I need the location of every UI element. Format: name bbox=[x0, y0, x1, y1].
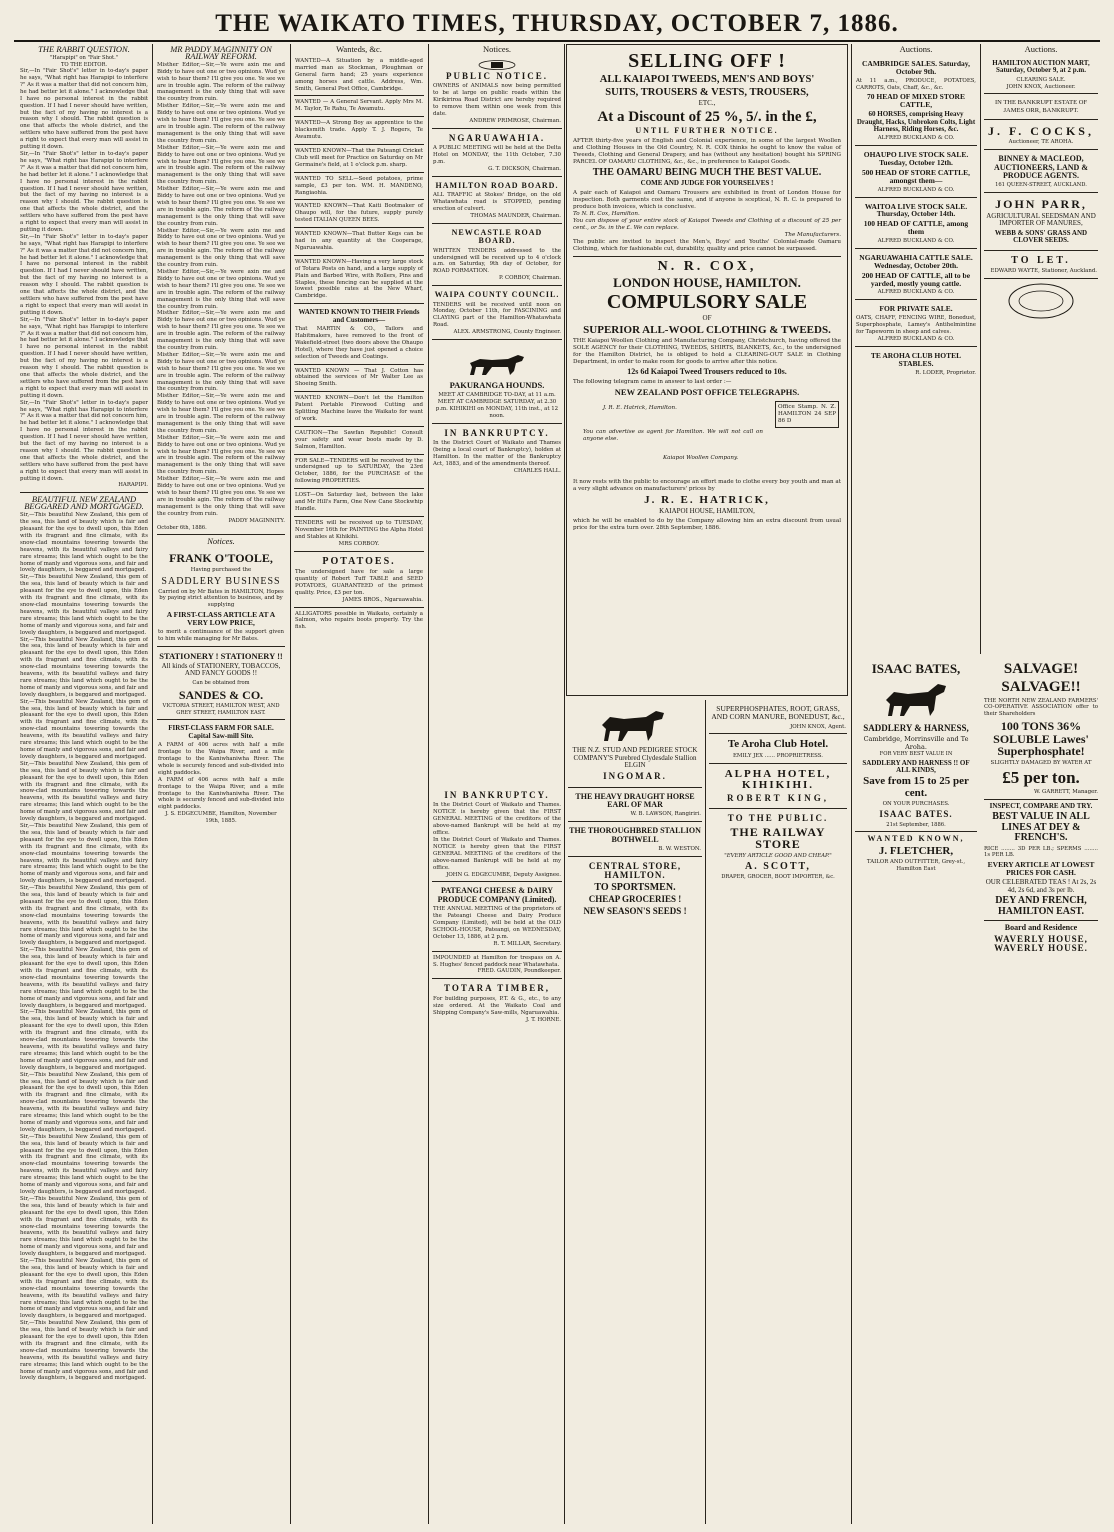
ad-heading: WAITOA LIVE STOCK SALE. Thursday, October 14th. bbox=[864, 201, 968, 219]
ad-heading: IN THE BANKRUPT ESTATE OF JAMES ORR, BANKRUPT. bbox=[994, 99, 1088, 114]
ad-firm: J. R. E. HATRICK, bbox=[644, 493, 770, 506]
ad-body: to merit a continuance of the support given to him while managing for Mr Bates. bbox=[158, 629, 284, 642]
section-heading-auctions: Auctions. bbox=[1024, 44, 1058, 54]
ad-heading: FOR PRIVATE SALE. bbox=[879, 304, 953, 314]
section-heading-auctions: Auctions. bbox=[899, 44, 933, 54]
ad-heading: SUPERPHOSPHATES, ROOT, GRASS, AND CORN MANURE, BONEDUST, &c., bbox=[711, 704, 845, 722]
article-subtitle: "Harapipi" on "Fair Shot." bbox=[49, 54, 119, 61]
ad-save: Save from 15 to 25 per cent. bbox=[863, 775, 969, 799]
ad-waitoa-sale bbox=[855, 198, 977, 249]
ad-body: THE NORTH NEW ZEALAND FARMERS' CO-OPERATIVE ASSOCIATION offer to their Shareholders bbox=[984, 697, 1098, 718]
telegram-from: Kaiapoi Woollen Company. bbox=[663, 454, 739, 461]
ad-body: A FARM of 406 acres with half a mile frontage to the Waipa River, and a mile frontage to the Kaniwhaniwha River. The whole is securely fenced and sub-divided into eight paddocks. bbox=[158, 742, 284, 776]
column-rule bbox=[564, 44, 565, 1524]
article-body-beautiful-3: Sir,—This beautiful New Zealand, this gem of the sea, this land of beauty which is fair and pleasant for the eye to dwell upon, this Eden with its fragrant and fine climate, with its snow-clad mountains towering towards the heavens, with its beautiful valleys and fairy rare streams; this land which ought to be the home of manly and vigorous sons, and fair and lovely daughters, is beggared and mortgaged. bbox=[20, 636, 148, 698]
ad-lot: 100 HEAD OF CATTLE, among them bbox=[863, 219, 969, 237]
ad-heading: IN BANKRUPTCY. bbox=[444, 427, 550, 438]
ad-signature: JOHN KNOX, Auctioneer. bbox=[1006, 83, 1076, 90]
column-1 bbox=[20, 44, 148, 1524]
article-body-beautiful-6: Sir,—This beautiful New Zealand, this gem of the sea, this land of beauty which is fair and pleasant for the eye to dwell upon, this Eden with its fragrant and fine climate, with its snow-clad mountains towering towards the heavens, with its beautiful valleys and fairy rare streams; this land which ought to be the home of manly and vigorous sons, and fair and lovely daughters, is beggared and mortgaged. bbox=[20, 822, 148, 885]
ad-selling-off bbox=[566, 44, 848, 696]
ad-hounds bbox=[432, 340, 562, 424]
ad-heading: WAIPA COUNTY COUNCIL. bbox=[434, 290, 560, 300]
ad-sportsmen: TO SPORTSMEN. bbox=[594, 881, 676, 893]
horse-icon bbox=[876, 678, 956, 722]
ad-business: SADDLERY BUSINESS bbox=[161, 575, 281, 587]
ad-signature: ALFRED BUCKLAND & CO. bbox=[877, 238, 955, 245]
ad-ngaruawahia-sale bbox=[855, 249, 977, 300]
ad-superior: SUPERIOR ALL-WOOL CLOTHING & TWEEDS. bbox=[583, 323, 831, 336]
ad-wanted: WANTED KNOWN—That the Pateangi Cricket Club will meet for Practice on Saturday on Mr Germaine's field, at 1 o'clock p.m. sharp. bbox=[294, 145, 424, 173]
ad-proprietor: ROBERT KING, bbox=[726, 792, 830, 803]
divider bbox=[20, 492, 148, 493]
article-date: October 6th, 1886. bbox=[157, 524, 207, 531]
ad-waverly: WAVERLY HOUSE, WAVERLY HOUSE. bbox=[994, 933, 1088, 954]
divider bbox=[984, 799, 1098, 800]
article-body-maginnity-7: Misther Editor,—Sir,—Ye were axin me and Biddy to have out one or two opinions. Wud ye wish to hear them? I'll give you one. Ye see we are in trouble agin. The reform of the railway management is the only thing that will save the country from ruin. bbox=[157, 310, 285, 351]
ad-body: A pair each of Kaiapoi and Oamaru Trousers are exhibited in front of London House for inspection. Both garments cost the same, and if anyone is sceptical, N. R. C. is prepared to produce both invoices, which is conclusive. bbox=[573, 189, 841, 210]
ad-firm: N. R. COX, bbox=[657, 258, 757, 274]
ad-ohaupo-sale bbox=[855, 146, 977, 197]
ad-bankruptcy bbox=[432, 424, 562, 478]
ad-parr bbox=[984, 193, 1098, 251]
ad-body: OWNERS of ANIMALS now being permitted to be at large on public roads within the Kirikiriroa Road District are hereby required to remove them within one week from this date. bbox=[433, 83, 561, 117]
ad-signature: P. CORBOY, Chairman. bbox=[499, 275, 561, 282]
ad-signature: J. T. HORNE. bbox=[526, 1016, 561, 1023]
ad-body: TENDERS will be received up to TUESDAY, November 16th for PAINTING the Alpha Hotel and Stables at Kihikihi. bbox=[295, 519, 423, 540]
article-body-beautiful-14: Sir,—This beautiful New Zealand, this gem of the sea, this land of beauty which is fair and pleasant for the eye to dwell upon, this Eden with its fragrant and fine climate, with its snow-clad mountains towering towards the heavens, with its beautiful valleys and fairy rare streams; this land which ought to be the home of manly and vigorous sons, and fair and lovely daughters, is beggared and mortgaged. bbox=[20, 1320, 148, 1382]
ad-potatoes bbox=[294, 552, 424, 608]
ad-strapline: A FIRST-CLASS ARTICLE AT A VERY LOW PRICE, bbox=[166, 610, 276, 628]
ad-price: £5 per ton. bbox=[1002, 767, 1080, 787]
ad-discount: At a Discount of 25 %, 5/. in the £, bbox=[597, 108, 817, 125]
ad-wanted-known bbox=[294, 304, 424, 364]
ad-to-let bbox=[984, 251, 1098, 279]
ad-firm: JOHN PARR, bbox=[995, 196, 1087, 211]
ad-auction-mart bbox=[984, 55, 1098, 95]
section-heading-notices: Notices. bbox=[482, 44, 512, 54]
ad-motto: "EVERY ARTICLE GOOD AND CHEAP." bbox=[724, 853, 832, 860]
ad-signature: W. GARRETT, Manager. bbox=[1034, 788, 1098, 795]
ad-heading: THE N.Z. STUD AND PEDIGREE STOCK COMPANY'S Purebred Clydesdale Stallion ELGIN bbox=[572, 746, 698, 770]
ad-body: Can be obtained from bbox=[192, 680, 250, 687]
divider bbox=[855, 831, 977, 832]
ad-heading: POTATOES. bbox=[322, 555, 396, 567]
ad-line: ALL KAIAPOI TWEEDS, MEN'S AND BOYS' bbox=[599, 74, 815, 85]
ad-binney bbox=[984, 150, 1098, 193]
seal-icon bbox=[1006, 281, 1076, 321]
article-body-beautiful-11: Sir,—This beautiful New Zealand, this gem of the sea, this land of beauty which is fair and pleasant for the eye to dwell upon, this Eden with its fragrant and fine climate, with its snow-clad mountains towering towards the heavens, with its beautiful valleys and fairy rare streams; this land which ought to be the home of manly and vigorous sons, and fair and lovely daughters, is beggared and mortgaged. bbox=[20, 1133, 148, 1195]
ad-wanted: WANTED KNOWN—That Butter Kegs can be had in any quantity at the Cooperage, Ngaruawahia. bbox=[294, 228, 424, 256]
newspaper-title: THE WAIKATO TIMES, THURSDAY, OCTOBER 7, 1886. bbox=[215, 10, 899, 37]
ad-heading: FIRST-CLASS FARM FOR SALE. Capital Saw-mill Site. bbox=[168, 724, 274, 740]
article-body-rabbit-3: Sir,—In "Fair Shot's" letter in to-day's paper he says, "What right has Harapipi to interfere ?" As it was a matter that did not concern him, he had better let it alone." I acknowledge that I have no personal interest in the rabbit question. If I had I never should have written, but the fact of my having no interest is a reason why I should. The rabbit question is one that affects the whole district, and the settlers who have suffered from the pest have a right to expect that every man will assist in putting it down. bbox=[20, 233, 148, 316]
ad-quote: You can dispose of your entire stock of Kaiapoi Tweeds and Clothing at a discount of 25 per cent., or 5s. in the £. We can replace. bbox=[573, 217, 841, 231]
article-body-maginnity: Misther Editor,—Sir,—Ye were axin me and Biddy to have out one or two opinions. Wud ye wish to hear them? I'll give you one. Ye see we are in trouble agin. The reform of the railway management is the only thing that will save the country from ruin. bbox=[157, 61, 285, 103]
ad-best: FOR VERY BEST VALUE IN bbox=[879, 751, 953, 758]
article-body-maginnity-10: Misther Editor,—Sir,—Ye were axin me and Biddy to have out one or two opinions. Wud ye wish to hear them? I'll give you one. Ye see we are in trouble agin. The reform of the railway management is the only thing that will save the country from ruin. bbox=[157, 434, 285, 476]
column-4-lower bbox=[432, 786, 562, 1524]
column-2 bbox=[157, 44, 285, 1524]
ad-body: OATS, CHAFF, FENCING WIRE, Bonedust, Superphosphate, Lamey's Antihelmintine for Tapeworm in sheep and calves. bbox=[856, 315, 976, 336]
ad-firm: BINNEY & MACLEOD, AUCTIONEERS, LAND & PRODUCE AGENTS. bbox=[993, 154, 1088, 180]
ad-body: WRITTEN TENDERS addressed to the undersigned will be received up to 4 o'clock a.m. on Saturday, 9th day of October, for ROAD FORMATION. bbox=[433, 247, 561, 275]
ad-heading: NGARUAWAHIA. bbox=[448, 132, 546, 143]
ad-signature: MRS CORBOY. bbox=[338, 540, 380, 547]
ad-heading: NEWCASTLE ROAD BOARD. bbox=[451, 227, 543, 246]
article-title-maginnity: MR PADDY MAGINNITY ON RAILWAY REFORM. bbox=[170, 44, 272, 61]
ad-heading: HAMILTON ROAD BOARD. bbox=[435, 180, 559, 190]
ad-heading: Board and Residence bbox=[1004, 923, 1078, 933]
ad-signature: JOHN KNOX, Agent. bbox=[790, 723, 846, 730]
ad-sandes bbox=[157, 647, 285, 721]
ad-ngaruawahia bbox=[432, 129, 562, 177]
ad-signature: R. T. MILLAR, Secretary. bbox=[493, 940, 561, 947]
ad-firm: A. SCOTT, bbox=[745, 860, 811, 872]
ad-cocks bbox=[984, 120, 1098, 151]
ad-wanted: WANTED KNOWN — That J. Cotton has obtained the services of Mr Walter Lee as Shoeing Smith. bbox=[294, 365, 424, 393]
ad-public-notice bbox=[432, 55, 562, 129]
ad-aroha-stables bbox=[855, 347, 977, 380]
ad-oamaru: THE OAMARU BEING MUCH THE BEST VALUE. bbox=[592, 166, 822, 178]
column-4 bbox=[432, 44, 562, 784]
ad-sub: DRAPER, GROCER, BOOT IMPORTER, &c. bbox=[721, 874, 835, 881]
ad-firm: ISAAC BATES, bbox=[871, 661, 961, 676]
ad-bothwell bbox=[568, 822, 702, 857]
article-body-maginnity-11: Misther Editor,—Sir,—Ye were axin me and Biddy to have out one or two opinions. Wud ye wish to hear them? I'll give you one. Ye see we are in trouble agin. The reform of the railway management is the only thing that will save the country from ruin. bbox=[157, 476, 285, 517]
ad-body: ALL TRAFFIC at Stokes' Bridge, on the old Whatawhata road is STOPPED, pending erection of culvert. bbox=[433, 192, 561, 213]
ad-signature: EDWARD WAYTE, Stationer, Auckland. bbox=[990, 268, 1097, 275]
section-heading-notices: Notices. bbox=[207, 536, 235, 547]
ad-signature: G. T. DICKSON, Chairman. bbox=[488, 165, 561, 172]
ad-caution: CAUTION—The Sawfan Republic! Consult your safety and wear boots made by D. Salmon, Hamilton. bbox=[294, 427, 424, 455]
ad-until: UNTIL FURTHER NOTICE. bbox=[635, 126, 779, 136]
article-body-maginnity-8: Misther Editor,—Sir,—Ye were axin me and Biddy to have out one or two opinions. Wud ye wish to hear them? I'll give you one. Ye see we are in trouble agin. The reform of the railway management is the only thing that will save the country from ruin. bbox=[157, 351, 285, 393]
horse-icon bbox=[590, 705, 680, 745]
ad-body: For building purposes, P.T. & G., etc., to any size ordered. At the Waikato Coal and Shipping Company's Saw-mills, Ngaruawahia. bbox=[433, 995, 561, 1016]
ad-heading: TOTARA TIMBER, bbox=[443, 983, 551, 994]
ad-totara bbox=[432, 979, 562, 1026]
ad-lost: LOST—On Saturday last, between the lake and Mr Hill's Farm, One New Cane Stockwhip Handle. bbox=[294, 489, 424, 517]
ad-signature: CHARLES HALL. bbox=[513, 467, 561, 474]
article-title-rabbit: THE RABBIT QUESTION. bbox=[38, 44, 130, 54]
ad-heading: TO LET. bbox=[1011, 254, 1071, 266]
ad-wanted: WANTED KNOWN—Don't let the Hamilton Patent Portable Firewood Cutting and Splitting Machine leave the Waikato for want of work. bbox=[294, 392, 424, 427]
article-body-rabbit-4: Sir,—In "Fair Shot's" letter in to-day's paper he says, "What right has Harapipi to interfere ?" As it was a matter that did not concern him, he had better let it alone." I acknowledge that I have no personal interest in the rabbit question. If I had I never should have written, but the fact of my having no interest is a reason why I should. The rabbit question is one that affects the whole district, and the settlers who have suffered from the pest have a right to expect that every man will assist in putting it down. bbox=[20, 316, 148, 399]
ad-groceries: CHEAP GROCERIES ! bbox=[588, 894, 682, 905]
ad-firm: J. F. COCKS, bbox=[988, 123, 1094, 138]
column-3 bbox=[294, 44, 424, 1524]
ad-impounded bbox=[432, 952, 562, 980]
ad-body: In the District Court of Waikato and Thames. NOTICE is hereby given that the FIRST GENERAL MEETING of the creditors of the above-named Bankrupt will be held at my office. bbox=[433, 836, 561, 871]
ad-body: which he will be enabled to do by the Company allowing him an extra discount from usual price for the extra turn over. 28th September, 1886. bbox=[573, 517, 841, 531]
ad-signature: B. W. WESTON. bbox=[658, 845, 701, 852]
ad-salvage bbox=[984, 660, 1098, 1524]
ad-wanted: WANTED — A General Servant. Apply Mrs M. M. Taylor, Te Rahu, Te Awamutu. bbox=[294, 96, 424, 117]
ad-body: The following telegram came in answer to last order :— bbox=[573, 378, 732, 385]
ad-seeds: NEW SEASON'S SEEDS ! bbox=[583, 905, 687, 916]
ad-heading: THE THOROUGHBRED STALLION BOTHWELL bbox=[569, 826, 701, 844]
ad-proprietor: EMILY JEX ...... PROPRIETRESS. bbox=[733, 752, 823, 759]
ad-body: A FARM of 406 acres with half a mile frontage to the Waipa River, and a mile frontage to the Kaniwhaniwha River. The whole is securely fenced and sub-divided into eight paddocks. bbox=[158, 776, 284, 811]
ad-club-hotel bbox=[709, 734, 847, 763]
ad-body: That MARTIN & CO., Tailors and Habitmakers, have removed to the front of Wakefield-street (two doors above the Ohaupo Hotel), where they have just opened a choice selection of Tweeds and Coatings. bbox=[295, 325, 423, 360]
ad-to: To N. R. Cox, Hamilton. bbox=[573, 210, 640, 217]
ad-body: In the District Court of Waikato and Thames. NOTICE is hereby given that the FIRST GENERAL MEETING of the creditors of the above-named Bankrupt will be held at my office. bbox=[433, 802, 561, 837]
ad-wanted: WANTED KNOWN—That Kaiti Bootmaker of Ohaupo will, for the future, supply purely tested ITALIAN QUEEN BEES. bbox=[294, 200, 424, 228]
ad-heading: OHAUPO LIVE STOCK SALE. Tuesday, October 12th. bbox=[863, 150, 969, 168]
ad-signature: THOMAS MAUNDER, Chairman. bbox=[470, 212, 561, 219]
column-6-lower bbox=[709, 700, 847, 1524]
column-auctions-b bbox=[984, 44, 1098, 654]
telegram-body: You can advertise as agent for Hamilton. We will not call on anyone else. bbox=[583, 428, 763, 442]
article-body-maginnity-2: Misther Editor,—Sir,—Ye were axin me and Biddy to have out one or two opinions. Wud ye wish to hear them? I'll give you one. Ye see we are in trouble agin. The reform of the railway management is the only thing that will save the country from ruin. bbox=[157, 103, 285, 144]
to-editor: TO THE EDITOR. bbox=[60, 61, 108, 68]
ad-title: SELLING OFF ! bbox=[628, 50, 786, 72]
article-body-rabbit-5: Sir,—In "Fair Shot's" letter in to-day's paper he says, "What right has Harapipi to interfere ?" As it was a matter that did not concern him, he had better let it alone." I acknowledge that I have no personal interest in the rabbit question. If I had I never should have written, but the fact of my having no interest is a reason why I should. The rabbit question is one that affects the whole district, and the settlers who have suffered from the pest have a right to expect that every man will assist in putting it down. bbox=[20, 399, 148, 482]
ad-heading: SALVAGE! bbox=[1003, 661, 1079, 677]
ad-wanted: WANTED—A Strong Boy as apprentice to the blacksmith trade. Apply T. J. Rogers, Te Awamutu. bbox=[294, 117, 424, 145]
ad-heading: INSPECT, COMPARE AND TRY. bbox=[989, 801, 1093, 810]
article-body-beautiful: Sir,—This beautiful New Zealand, this gem of the sea, this land of beauty which is fair and pleasant for the eye to dwell upon, this Eden with its fragrant and fine climate, with its snow-clad mountains towering towards the heavens, with its beautiful valleys and fairy rare streams; this land which ought to be the home of manly and vigorous sons, and fair and lovely daughters, is beggared and mortgaged. bbox=[20, 512, 148, 574]
article-body-beautiful-9: Sir,—This beautiful New Zealand, this gem of the sea, this land of beauty which is fair and pleasant for the eye to dwell upon, this Eden with its fragrant and fine climate, with its snow-clad mountains towering towards the heavens, with its beautiful valleys and fairy rare streams; this land which ought to be the home of manly and vigorous sons, and fair and lovely daughters, is beggared and mortgaged. bbox=[20, 1009, 148, 1071]
column-rule bbox=[851, 44, 852, 1524]
ad-heading: HAMILTON AUCTION MART, Saturday, October 9, at 2 p.m. bbox=[992, 58, 1090, 75]
ad-address: 161 QUEEN-STREET, AUCKLAND. bbox=[995, 182, 1087, 189]
article-body-maginnity-3: Misther Editor,—Sir,—Ye were axin me and Biddy to have out one or two opinions. Wud ye wish to hear them? I'll give you one. Ye see we are in trouble agin. The reform of the railway management is the only thing that will save the country from ruin. bbox=[157, 144, 285, 186]
ad-tenders bbox=[294, 517, 424, 552]
ad-heading: IN BANKRUPTCY. bbox=[444, 790, 550, 800]
ad-signature: FRED. GAUDIN, Poundkeeper. bbox=[477, 968, 561, 975]
ad-signature: ANDREW PRIMROSE, Chairman. bbox=[469, 117, 561, 124]
ad-subheading: Having purchased the bbox=[190, 566, 252, 573]
column-auctions-a bbox=[855, 44, 977, 654]
ad-signature: ALFRED BUCKLAND & CO. bbox=[877, 289, 955, 296]
ad-body: A PUBLIC MEETING will be held at the Delta Hotel on MONDAY, the 11th October, 7.30 p.m. bbox=[433, 145, 561, 166]
ad-private-sale bbox=[855, 300, 977, 347]
ad-judge: COME AND JUDGE FOR YOURSELVES ! bbox=[640, 179, 774, 188]
ad-railway-store bbox=[709, 809, 847, 884]
ad-lot: 70 HEAD OF MIXED STORE CATTLE, bbox=[867, 92, 965, 110]
ad-body: In the District Court of Waikato and Thames (being a local court of Bankruptcy), holden at Hamilton. In the matter of the Bankruptcy Act, 1883, and of the amendments thereof. bbox=[433, 440, 561, 467]
article-body-beautiful-10: Sir,—This beautiful New Zealand, this gem of the sea, this land of beauty which is fair and pleasant for the eye to dwell upon, this Eden with its fragrant and fine climate, with its snow-clad mountains towering towards the heavens, with its beautiful valleys and fairy rare streams; this land which ought to be the home of manly and vigorous sons, and fair and lovely daughters, is beggared and mortgaged. bbox=[20, 1071, 148, 1133]
ad-body: AFTER thirty-five years of English and Colonial experience, in some of the largest Woollen and Clothing Houses in the Old Country, N. R. COX thinks he ought to know the value of Tweeds, Clothing and General Drapery, and has (without any hesitation) bought his SPRING PARCEL OF OAMARU CLOTHING, &c., &c., in preference to Kaiapoi Goods. bbox=[573, 137, 841, 165]
ad-body: The undersigned have for sale a large quantity of Robert Tuff TABLE and SEED POTATOES, GUARANTEED of the primest quality. Price, £3 per ton. bbox=[295, 569, 423, 596]
ad-wanted: WANTED TO SELL—Seed potatoes, prime sample, £3 per ton. WM. H. MANDENO, Rangiaohia. bbox=[294, 173, 424, 201]
ad-body: MEET AT CAMBRIDGE TO-DAY, at 11 a.m. MEET AT CAMBRIDGE SATURDAY, at 2.30 p.m. KIHIKIHI on MONDAY, 11th inst., at 12 noon. bbox=[435, 392, 559, 419]
ad-firm: SANDES & CO. bbox=[178, 687, 264, 702]
ad-sub: TAILOR AND OUTFITTER, Grey-st., Hamilton East bbox=[866, 859, 966, 873]
article-body-rabbit: Sir,—In "Fair Shot's" letter in to-day's paper he says, "What right has Harapipi to interfere ?" As it was a matter that did not concern him, he had better let it alone." I acknowledge that I have no personal interest in the rabbit question. If I had I never should have written, but the fact of my having no interest is a reason why I should. The rabbit question is one that affects the whole district, and the settlers who have suffered from the pest have a right to expect that every man will assist in putting it down. bbox=[20, 68, 148, 151]
ad-line: ETC., bbox=[698, 99, 716, 108]
column-rule bbox=[290, 44, 291, 1524]
divider bbox=[573, 256, 841, 257]
ad-central-store bbox=[568, 857, 702, 921]
article-body-beautiful-7: Sir,—This beautiful New Zealand, this gem of the sea, this land of beauty which is fair and pleasant for the eye to dwell upon, this Eden with its fragrant and fine climate, with its snow-clad mountains towering towards the heavens, with its beautiful valleys and fairy rare streams; this land which ought to be the home of manly and vigorous sons, and fair and lovely daughters, is beggared and mortgaged. bbox=[20, 885, 148, 947]
ad-prices: RICE ........ 3D PER LB.; SPERMS ........ 1s PER LB. bbox=[984, 845, 1098, 859]
office-stamp: Office Stamp. N. Z. HAMILTON 24 SEP 86 D bbox=[775, 401, 839, 428]
masthead-rule bbox=[14, 40, 1100, 42]
ad-location: KAIAPOI HOUSE, HAMILTON, bbox=[659, 507, 755, 516]
article-body-beautiful-4: Sir,—This beautiful New Zealand, this gem of the sea, this land of beauty which is fair and pleasant for the eye to dwell upon, this Eden with its fragrant and fine climate, with its snow-clad mountains towering towards the heavens, with its beautiful valleys and fairy rare streams; this land which ought to be the home of manly and vigorous sons, and fair and lovely daughters, is beggared and mortgaged. bbox=[20, 698, 148, 760]
article-body-beautiful-5: Sir,—This beautiful New Zealand, this gem of the sea, this land of beauty which is fair and pleasant for the eye to dwell upon, this Eden with its fragrant and fine climate, with its snow-clad mountains towering towards the heavens, with its beautiful valleys and fairy rare streams; this land which ought to be the home of manly and vigorous sons, and fair and lovely daughters, is beggared and mortgaged. bbox=[20, 760, 148, 823]
article-body-beautiful-12: Sir,—This beautiful New Zealand, this gem of the sea, this land of beauty which is fair and pleasant for the eye to dwell upon, this Eden with its fragrant and fine climate, with its snow-clad mountains towering towards the heavens, with its beautiful valleys and fairy rare streams; this land which ought to be the home of manly and vigorous sons, and fair and lovely daughters, is beggared and mortgaged. bbox=[20, 1195, 148, 1258]
ad-lot: 500 HEAD OF STORE CATTLE, amongst them— bbox=[861, 167, 970, 185]
ad-line: SUITS, TROUSERS & VESTS, TROUSERS, bbox=[605, 87, 809, 99]
masthead bbox=[0, 0, 1114, 42]
ad-body: The public are invited to inspect the Men's, Boys' and Youths' Colonial-made Oamaru Clothing, which for fashionable cut, durability, quality and price cannot be surpassed. bbox=[573, 238, 841, 252]
ad-heading: FRANK O'TOOLE, bbox=[169, 551, 273, 566]
ad-telegram-heading: NEW ZEALAND POST OFFICE TELEGRAPHS. bbox=[614, 386, 800, 397]
ad-farm bbox=[157, 720, 285, 828]
ad-signature: JOHN G. EDGECUMBE, Deputy Assignee. bbox=[446, 871, 561, 878]
telegram-to: J. R. E. Hatrick, Hamilton. bbox=[603, 404, 677, 411]
ad-signature: ALFRED BUCKLAND & CO. bbox=[877, 186, 955, 193]
ad-signature: R. LODER, Proprietor. bbox=[915, 369, 976, 376]
ad-sub: CLEARING SALE. bbox=[1016, 76, 1066, 83]
ad-signature: ALFRED BUCKLAND & CO. bbox=[877, 335, 955, 342]
ad-for-sale: FOR SALE—TENDERS will be received by the undersigned up to SATURDAY, the 23rd October, 1886, for the PURCHASE of the following PROPERTIES. bbox=[294, 455, 424, 490]
article-signature: HARAPIPI. bbox=[118, 482, 148, 489]
ad-heading: PAKURANGA HOUNDS. bbox=[449, 380, 545, 391]
hound-icon bbox=[462, 345, 532, 379]
article-title-beautiful: BEAUTIFUL NEW ZEALAND BEGGARED AND MORTGAGED. bbox=[24, 494, 144, 512]
ad-signature: JAMES BROS., Ngaruawahia. bbox=[342, 596, 423, 603]
ad-body: THE Kaiapoi Woollen Clothing and Manufacturing Company, Christchurch, having offered the SOLE AGENCY for their CLOTHING, TWEEDS, SHIRTS, BLANKETS, &c., to the undersigned for the Hamilton District, he is obliged to hold a CLEARING-OUT SALE in Clothing Department, in order to make room for goods to arrive after this notice. bbox=[573, 338, 841, 366]
article-body-maginnity-4: Misther Editor,—Sir,—Ye were axin me and Biddy to have out one or two opinions. Wud ye wish to hear them? I'll give you one. Ye see we are in trouble agin. The reform of the railway management is the only thing that will save the country from ruin. bbox=[157, 186, 285, 227]
ad-webb: WEBB & SONS' GRASS AND CLOVER SEEDS. bbox=[994, 228, 1088, 245]
telegram-form bbox=[573, 399, 841, 479]
ad-earl-of-mar bbox=[568, 788, 702, 823]
ad-pateangi bbox=[432, 882, 562, 951]
ad-signature: ALFRED BUCKLAND & CO. bbox=[877, 135, 955, 142]
ad-lot: 60 HORSES, comprising Heavy Draught, Hacks, Unbroken Colts, Light Harness, Riding Horses, &c. bbox=[856, 110, 976, 133]
column-rule bbox=[152, 44, 153, 1524]
ad-alligators: ALLIGATORS possible in Waikato, certainly a Salmon, who repairs boots properly. Try the fish. bbox=[295, 610, 423, 631]
ad-heading: WANTED KNOWN TO THEIR Friends and Customers— bbox=[298, 308, 420, 324]
column-rule bbox=[428, 44, 429, 1524]
ad-stallion bbox=[568, 700, 702, 788]
ad-heading: NGARUAWAHIA CATTLE SALE. Wednesday, October 20th. bbox=[859, 252, 973, 270]
divider bbox=[157, 534, 285, 535]
ad-heading: CENTRAL STORE, HAMILTON. bbox=[588, 860, 682, 881]
ad-compulsory: COMPULSORY SALE bbox=[606, 291, 808, 314]
ad-store-name: THE RAILWAY STORE bbox=[730, 824, 826, 852]
ad-newcastle-road-board bbox=[432, 224, 562, 286]
ad-subheading: All kinds of STATIONERY, TOBACCOS, AND FANCY GOODS !! bbox=[161, 661, 281, 678]
ad-hamilton-road-board bbox=[432, 177, 562, 224]
ad-sub: AGRICULTURAL SEEDSMAN AND IMPORTER OF MANURES, bbox=[986, 211, 1096, 228]
ad-firm: DEY AND FRENCH, HAMILTON EAST. bbox=[995, 895, 1087, 917]
ad-heading: PATEANGI CHEESE & DAIRY PRODUCE COMPANY (Limited). bbox=[437, 886, 557, 904]
ad-isaac-bates bbox=[855, 660, 977, 1060]
ad-otoole bbox=[157, 547, 285, 647]
ad-saddlery: SADDLERY & HARNESS, bbox=[863, 722, 969, 733]
ad-firm: J. FLETCHER, bbox=[878, 844, 954, 857]
ad-dey-french: BEST VALUE IN ALL LINES AT DEY & FRENCH'S. bbox=[992, 811, 1090, 843]
ad-alpha-hotel bbox=[709, 764, 847, 810]
column-5-lower bbox=[568, 700, 702, 1524]
ad-strapline: 12s 6d Kaiapoi Tweed Trousers reduced to 10s. bbox=[627, 367, 787, 377]
ad-heading: THE HEAVY DRAUGHT HORSE EARL OF MAR bbox=[575, 791, 695, 809]
ad-heading: CAMBRIDGE SALES. Saturday, October 9th. bbox=[862, 58, 970, 76]
ad-date: 21st September, 1886. bbox=[886, 821, 946, 828]
ad-superphosphates bbox=[709, 700, 847, 734]
ad-purchases: ON YOUR PURCHASES. bbox=[882, 801, 950, 808]
article-body-beautiful-2: Sir,—This beautiful New Zealand, this gem of the sea, this land of beauty which is fair and pleasant for the eye to dwell upon, this Eden with its fragrant and fine climate, with its snow-clad mountains towering towards the heavens, with its beautiful valleys and fairy rare streams; this land which ought to be the home of manly and vigorous sons, and fair and lovely daughters, is beggared and mortgaged. bbox=[20, 574, 148, 636]
crest-icon bbox=[477, 60, 517, 70]
ad-of: OF bbox=[702, 314, 712, 323]
ad-sub: Auctioneer, TE AROHA. bbox=[1008, 139, 1074, 146]
ad-heading: SALVAGE!! bbox=[1001, 678, 1081, 695]
ad-teas: OUR CELEBRATED TEAS ! At 2s, 2s 4d, 2s 6d, and 3s per lb. bbox=[985, 878, 1097, 894]
column-rule bbox=[705, 700, 706, 1524]
ad-places: Cambridge, Morrinsville and Te Aroha. bbox=[863, 735, 969, 752]
ad-heading: STATIONERY ! STATIONERY !! bbox=[159, 650, 283, 661]
ad-body: IMPOUNDED at Hamilton for trespass on A. S. Hughes' fenced paddock near Whatawhata. bbox=[433, 954, 561, 968]
ad-lot: 200 HEAD OF CATTLE, all to be yarded, mostly young cattle. bbox=[861, 270, 971, 288]
ad-body: THE ANNUAL MEETING of the proprietors of the Pateangi Cheese and Dairy Produce Company (Limited), will be held at the OLD SCHOOL-HOUSE, Pateangi, on WEDNESDAY, October 13, 1886, at 2 p.m. bbox=[433, 906, 561, 940]
ad-signature: The Manufacturers. bbox=[784, 231, 841, 238]
article-body-beautiful-8: Sir,—This beautiful New Zealand, this gem of the sea, this land of beauty which is fair and pleasant for the eye to dwell upon, this Eden with its fragrant and fine climate, with its snow-clad mountains towering towards the heavens, with its beautiful valleys and fairy rare streams; this land which ought to be the home of manly and vigorous sons, and fair and lovely daughters, is beggared and mortgaged. bbox=[20, 947, 148, 1009]
column-rule bbox=[980, 44, 981, 654]
article-body-maginnity-6: Misther Editor,—Sir,—Ye were axin me and Biddy to have out one or two opinions. Wud ye wish to hear them? I'll give you one. Ye see we are in trouble agin. The reform of the railway management is the only thing that will save the country from ruin. bbox=[157, 269, 285, 310]
ad-body: It now rests with the public to encourage an effort made to clothe every boy youth and man at a very slight advance on manufacturers' prices by bbox=[573, 478, 841, 492]
ad-body: At 11 a.m., PRODUCE, POTATOES, CARROTS, Oats, Chaff, &c., &c. bbox=[856, 77, 976, 91]
ad-heading: ALPHA HOTEL, KIHIKIHI. bbox=[724, 767, 832, 792]
article-body-rabbit-2: Sir,—In "Fair Shot's" letter in to-day's paper he says, "What right has Harapipi to interfere ?" As it was a matter that did not concern him, he had better let it alone." I acknowledge that I have no personal interest in the rabbit question. If I had I never should have written, but the fact of my having no interest is a reason why I should. The rabbit question is one that affects the whole district, and the settlers who have suffered from the pest have a right to expect that every man will assist in putting it down. bbox=[20, 150, 148, 233]
ad-signature: ALEX. ARMSTRONG, County Engineer. bbox=[453, 329, 561, 336]
ad-heading: WANTED KNOWN, bbox=[867, 834, 965, 844]
ad-waipa-county bbox=[432, 286, 562, 340]
ad-body: Carried on by Mr Bates in HAMILTON, Hopes by paying strict attention to business, and by supplying bbox=[158, 588, 284, 609]
ad-bankrupt-estate bbox=[984, 94, 1098, 119]
article-body-maginnity-5: Misther Editor,—Sir,—Ye were axin me and Biddy to have out one or two opinions. Wud ye wish to hear them? I'll give you one. Ye see we are in trouble agin. The reform of the railway management is the only thing that will save the country from ruin. bbox=[157, 227, 285, 269]
ad-cambridge-sales bbox=[855, 55, 977, 146]
ad-wanted: WANTED—A Situation by a middle-aged married man as Stockman, Ploughman or General farm hand; 25 years experience among horses and cattle. Address, Wm. Smith, General Post Office, Cambridge. bbox=[294, 55, 424, 97]
ad-damaged: SLIGHTLY DAMAGED BY WATER AT bbox=[990, 760, 1092, 766]
ad-bankruptcy-2 bbox=[432, 786, 562, 882]
ad-heading: TO THE PUBLIC. bbox=[727, 813, 829, 824]
ad-saddlery2: SADDLERY AND HARNESS !! OF ALL KINDS, bbox=[862, 758, 970, 775]
ad-heading: TE AROHA CLUB HOTEL STABLES. bbox=[870, 350, 962, 368]
ad-signature: W. B. LAWSON, Rangiriri. bbox=[630, 811, 701, 818]
ad-heading: PUBLIC NOTICE. bbox=[445, 70, 548, 81]
ad-heading: Te Aroha Club Hotel. bbox=[727, 738, 829, 751]
ad-wanted: WANTED KNOWN—Having a very large stock of Totara Posts on hand, and a large supply of Plain and Barbed Wire, with Rollers, Pins and Staples, these fencing can be supplied at the lowest possible rates at the New Wharf, Cambridge. bbox=[294, 256, 424, 304]
ad-horse-name: INGOMAR. bbox=[603, 771, 667, 782]
section-heading-wanteds: Wanteds, &c. bbox=[336, 44, 382, 54]
article-body-beautiful-13: Sir,—This beautiful New Zealand, this gem of the sea, this land of beauty which is fair and pleasant for the eye to dwell upon, this Eden with its fragrant and fine climate, with its snow-clad mountains towering towards the heavens, with its beautiful valleys and fairy rare streams; this land which ought to be the home of manly and vigorous sons, and fair and lovely daughters, is beggared and mortgaged. bbox=[20, 1258, 148, 1320]
article-body-maginnity-9: Misther Editor,—Sir,—Ye were axin me and Biddy to have out one or two opinions. Wud ye wish to hear them? I'll give you one. Ye see we are in trouble agin. The reform of the railway management is the only thing that will save the country from ruin. bbox=[157, 393, 285, 434]
ad-location: LONDON HOUSE, HAMILTON. bbox=[613, 275, 801, 291]
article-signature: PADDY MAGINNITY. bbox=[228, 517, 285, 524]
ad-signature: ISAAC BATES. bbox=[879, 809, 953, 820]
divider bbox=[984, 920, 1098, 921]
ad-body: TENDERS will be received until noon on Monday, October 11th, for FASCINING and CLAYING part of the Hamilton-Whatawhata Road. bbox=[433, 301, 561, 329]
ad-signature: J. S. EDGECUMBE, Hamilton, November 19th, 1885. bbox=[165, 811, 277, 825]
ad-lawes: 100 TONS 36% SOLUBLE Lawes' Superphosphate! bbox=[993, 719, 1089, 759]
ad-address: VICTORIA STREET, HAMILTON WEST, AND GREY STREET, HAMILTON EAST. bbox=[162, 703, 280, 716]
ad-every-article: EVERY ARTICLE AT LOWEST PRICES FOR CASH. bbox=[987, 860, 1095, 878]
